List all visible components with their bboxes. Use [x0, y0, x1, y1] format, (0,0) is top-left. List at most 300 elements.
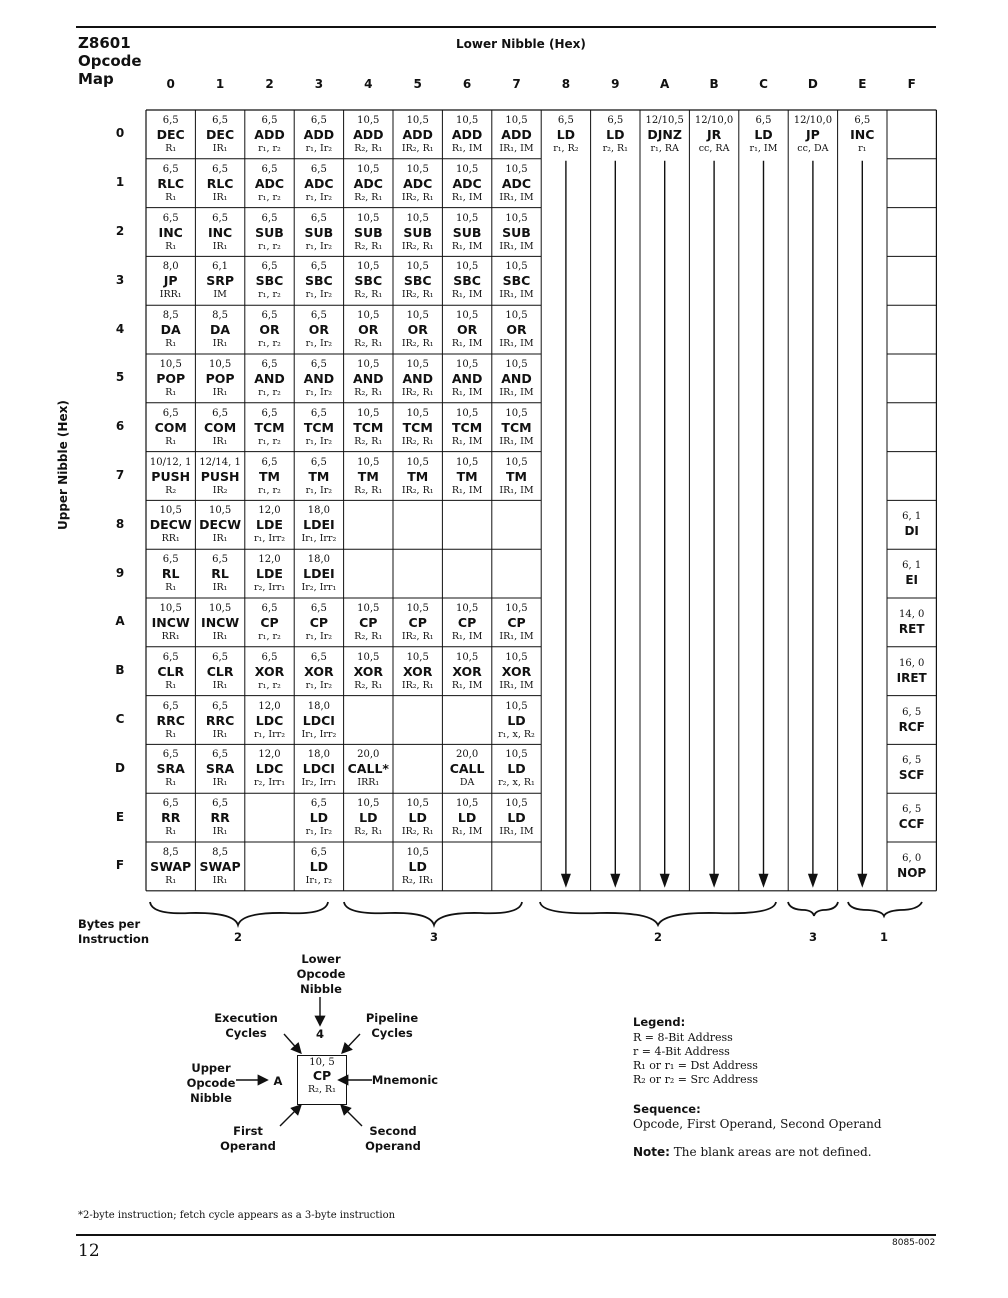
cycles: 6,5 [310, 163, 327, 175]
arrow-second-operand [342, 1106, 362, 1126]
mnemonic: SRA [156, 761, 185, 777]
operands: R₁ [165, 679, 177, 691]
mnemonic: DA [210, 322, 231, 338]
operands: Ir₂, Irr₁ [301, 582, 337, 594]
column-header: 1 [215, 77, 225, 91]
cycles: 10,5 [455, 456, 479, 468]
mnemonic: DECW [199, 517, 242, 533]
mnemonic: CP [260, 615, 279, 630]
operands: IR₂, R₁ [401, 338, 434, 350]
operands: r₁, Ir₂ [305, 631, 333, 642]
cycles: 10,5 [455, 651, 479, 663]
cycles: 10,5 [455, 310, 479, 322]
operands: RR₁ [161, 631, 180, 642]
mnemonic: LD [408, 810, 427, 826]
operands: r₁, r₂ [258, 387, 281, 398]
operands: R₂, R₁ [354, 484, 383, 496]
diagram-lower-value: 4 [315, 1027, 324, 1041]
mnemonic: RR [161, 810, 181, 826]
mnemonic: TCM [452, 419, 483, 435]
mnemonic: DECW [149, 517, 192, 533]
cycles: 8,5 [162, 847, 179, 858]
operands: IR₂, R₁ [401, 435, 434, 447]
operands: r₁, R₂ [553, 143, 579, 154]
mnemonic: SCF [898, 768, 925, 783]
cycles: 6,5 [261, 310, 278, 322]
mnemonic: SUB [452, 224, 482, 240]
diagram-text: First [233, 1124, 263, 1138]
mnemonic: DA [160, 322, 181, 338]
cycles: 10,5 [357, 456, 380, 468]
cycles: 8,5 [212, 310, 229, 322]
operands: R₂, R₁ [354, 387, 383, 398]
operands: r₁, RA [650, 143, 679, 154]
operands: IR₂, R₁ [401, 484, 434, 496]
operands: IR₁ [212, 679, 228, 691]
cycles: 10,5 [357, 310, 380, 322]
cycles: 10,5 [357, 359, 380, 370]
mnemonic: RL [161, 566, 180, 582]
operands: Ir₁, Irr₂ [301, 533, 337, 545]
mnemonic: DI [904, 524, 919, 539]
operands: R₂, R₁ [354, 240, 383, 252]
mnemonic: ADC [452, 175, 482, 191]
cycles: 10/12, 1 [149, 456, 192, 468]
mnemonic: RR [210, 810, 230, 826]
cycles: 6,5 [261, 115, 278, 126]
mnemonic: AND [353, 371, 384, 386]
operands: R₂, R₁ [354, 435, 383, 447]
operands: IR₂, R₁ [401, 240, 434, 252]
mnemonic: TCM [303, 419, 334, 435]
row-header: 7 [115, 468, 125, 482]
operands: R₂, R₁ [354, 679, 383, 691]
operands: IRR₁ [357, 777, 380, 789]
mnemonic: CALL [449, 761, 485, 777]
mnemonic: SUB [353, 224, 383, 240]
cycles: 18,0 [307, 700, 331, 712]
cycles: 12,0 [258, 554, 281, 566]
cycles: 6,5 [162, 115, 179, 126]
mnemonic: LDCI [302, 712, 335, 728]
cycles: 6,5 [607, 115, 624, 126]
row-header: 6 [115, 419, 125, 434]
cycles: 6,1 [212, 261, 229, 273]
operands: r₁, Irr₂ [253, 728, 286, 740]
legend [633, 1015, 758, 1087]
row-header: 5 [115, 370, 125, 385]
operands: IR₁, IM [499, 435, 534, 447]
operands: r₂, R₁ [602, 143, 628, 154]
mnemonic: CP [408, 615, 427, 630]
mnemonic: RLC [157, 175, 185, 191]
sequence-title: Sequence: [633, 1102, 701, 1116]
mnemonic: ADC [403, 175, 433, 191]
mnemonic: ADC [254, 175, 285, 191]
cycles: 10,5 [208, 359, 232, 370]
cycles: 10,5 [406, 261, 429, 273]
column-header: 7 [512, 77, 521, 91]
mnemonic: AND [501, 371, 532, 386]
mnemonic: TCM [402, 419, 433, 435]
operands: IR₁, IM [499, 289, 534, 301]
mnemonic: ADC [501, 175, 532, 191]
arrow-pipeline [343, 1034, 360, 1052]
operands: r₁, Ir₂ [305, 679, 333, 691]
operands: r₁, r₂ [258, 240, 281, 252]
cycles: 10,5 [505, 115, 528, 126]
diagram-mnemonic-label: Mnemonic [371, 1073, 439, 1087]
bytes-group-1: 1 [879, 930, 888, 944]
cycles: 6,5 [310, 407, 327, 419]
diagram-text: Cycles [371, 1026, 413, 1040]
cycles: 12/14, 1 [199, 456, 241, 468]
operands: Ir₁, r₂ [305, 875, 333, 886]
operands: R₁ [165, 387, 177, 398]
mnemonic: ADD [451, 127, 483, 142]
diagram-text: Operand [220, 1139, 276, 1153]
operands: R₁, IM [451, 191, 483, 203]
mnemonic: INC [158, 224, 183, 240]
cycles: 6, 1 [902, 560, 922, 572]
title-line: Opcode [78, 52, 142, 70]
cycles: 6,5 [557, 115, 574, 126]
cycles: 12,0 [258, 700, 281, 712]
lower-nibble-header: Lower Nibble (Hex) [456, 37, 586, 51]
operands: IM [213, 289, 227, 301]
operands: r₁, Ir₂ [305, 143, 333, 154]
mnemonic: SBC [453, 273, 481, 289]
cycles: 6,5 [212, 407, 229, 419]
mnemonic: ADD [353, 127, 384, 142]
operands: IRR₁ [159, 289, 182, 301]
row-header: A [115, 614, 125, 629]
column-header: E [858, 77, 867, 91]
cycles: 10,5 [505, 603, 528, 614]
mnemonic: XOR [501, 663, 532, 679]
mnemonic: TM [407, 468, 429, 484]
cycles: 10,5 [357, 798, 380, 810]
column-header: 2 [265, 77, 274, 91]
diagram-text: Opcode [296, 967, 346, 981]
cycles: 20,0 [357, 749, 380, 761]
mnemonic: LDC [255, 761, 284, 777]
operands: R₁ [165, 435, 177, 447]
operands: R₁ [165, 777, 177, 789]
mnemonic: CLR [157, 663, 185, 679]
cycles: 6,5 [261, 651, 278, 663]
mnemonic: INCW [201, 615, 240, 630]
operands: IR₁ [212, 387, 228, 398]
cycles: 10,5 [159, 603, 182, 614]
mnemonic: CP [359, 615, 378, 630]
cycles: 10,5 [159, 359, 182, 370]
mnemonic: LDEI [303, 566, 335, 582]
cycles: 10,5 [406, 212, 429, 224]
cycles: 6,5 [212, 651, 229, 663]
operands: IR₁, IM [499, 338, 534, 350]
operands: r₁, Ir₂ [305, 289, 333, 301]
mnemonic: PUSH [151, 468, 191, 484]
cycles: 6,5 [310, 310, 327, 322]
cycles: 10,5 [505, 407, 528, 419]
operands: r₁, Ir₂ [305, 484, 333, 496]
mnemonic: ADC [304, 175, 334, 191]
mnemonic: JP [805, 127, 820, 142]
mnemonic: PUSH [200, 468, 240, 484]
row-header: B [115, 663, 125, 678]
cycles: 10,5 [406, 847, 429, 858]
mnemonic: DEC [206, 127, 235, 142]
cycles: 6,5 [310, 115, 327, 126]
mnemonic: SUB [403, 224, 433, 240]
cycles: 6,5 [162, 700, 179, 712]
cycles: 10,5 [455, 261, 479, 273]
cycles: 20,0 [455, 749, 479, 761]
operands: IR₁ [212, 533, 228, 545]
operands: Ir₁, Irr₂ [301, 728, 337, 740]
mnemonic: POP [205, 371, 235, 386]
row-header: C [115, 712, 125, 726]
cycles: 6,5 [261, 261, 278, 273]
operands: r₁, Ir₂ [305, 387, 333, 398]
cycles: 10,5 [406, 798, 429, 810]
cycles: 10,5 [159, 505, 182, 517]
mnemonic: CP [457, 615, 477, 630]
operands: cc, DA [797, 143, 829, 154]
operands: IR₁ [212, 240, 228, 252]
cycles: 6,5 [310, 651, 327, 663]
upper-nibble-label: Upper Nibble (Hex) [56, 400, 70, 530]
mnemonic: LDE [256, 517, 283, 533]
mnemonic: IRET [896, 670, 927, 685]
cycles: 10,5 [208, 505, 232, 517]
mnemonic: ADD [303, 127, 335, 142]
cycles: 10,5 [455, 603, 479, 614]
note-title: Note: [633, 1145, 670, 1159]
operands: r₁, r₂ [258, 191, 281, 203]
cycles: 10,5 [505, 163, 528, 175]
mnemonic: INC [207, 224, 233, 240]
operands: Ir₂, Irr₁ [301, 777, 337, 789]
cycles: 6, 1 [902, 511, 922, 523]
mnemonic: ADC [353, 175, 383, 191]
cycles: 6, 5 [902, 755, 922, 767]
mnemonic: LDEI [303, 517, 335, 533]
cycles: 10,5 [505, 261, 528, 273]
operands: IR₂ [212, 484, 228, 496]
cycles: 10,5 [357, 261, 380, 273]
mnemonic: TM [259, 468, 280, 484]
cycles: 10,5 [357, 115, 380, 126]
mnemonic: LD [606, 127, 625, 142]
operands: r₁, IM [749, 143, 778, 154]
mnemonic: SUB [255, 224, 284, 240]
mnemonic: LD [457, 810, 477, 826]
cycles: 6,5 [162, 163, 179, 175]
mnemonic: ADD [402, 127, 433, 142]
mnemonic: RET [898, 622, 925, 636]
legend-line: r = 4-Bit Address [633, 1045, 730, 1058]
mnemonic: LD [754, 127, 773, 142]
cycles: 10,5 [505, 700, 528, 712]
column-header: 5 [413, 77, 422, 91]
row-header: F [115, 858, 125, 873]
mnemonic: JP [163, 273, 178, 289]
cycles: 10,5 [505, 651, 528, 663]
cycles: 8,5 [212, 847, 229, 858]
bytes-group-3b: 3 [808, 930, 817, 944]
operands: R₁ [165, 240, 177, 252]
cycles: 6,5 [212, 115, 229, 126]
mnemonic: LDE [256, 566, 283, 582]
mnemonic: SWAP [150, 859, 192, 874]
mnemonic: TM [357, 468, 379, 484]
mnemonic: COM [154, 419, 187, 435]
mnemonic: XOR [353, 663, 384, 679]
operands: IR₁ [212, 728, 228, 740]
cycles: 10,5 [406, 310, 429, 322]
cycles: 10,5 [357, 163, 380, 175]
column-header: 3 [314, 77, 324, 91]
column-header: C [759, 77, 768, 91]
operands: r₁, r₂ [258, 435, 281, 447]
mnemonic: OR [456, 322, 478, 338]
mnemonic: SBC [354, 273, 383, 289]
mnemonic: SRA [205, 761, 235, 777]
legend-title: Legend: [633, 1015, 686, 1029]
cycles: 6,5 [310, 359, 327, 370]
document-number: 8085-002 [892, 1238, 936, 1248]
title-line: Z8601 [78, 34, 131, 52]
operands: IR₂, R₁ [401, 191, 434, 203]
column-header: A [660, 77, 670, 91]
operands: IR₁, IM [499, 631, 534, 642]
operands: R₁, IM [451, 631, 483, 642]
mnemonic: CLR [206, 663, 234, 679]
cycles: 10,5 [455, 798, 479, 810]
mnemonic: OR [506, 322, 527, 338]
row-header: 3 [115, 272, 125, 287]
operands: IR₁, IM [499, 679, 534, 691]
cycles: 6,5 [310, 798, 327, 810]
cycles: 6,5 [261, 212, 278, 224]
diagram-text: Execution [214, 1011, 278, 1025]
cycles: 6,5 [212, 798, 229, 810]
cycles: 6,5 [212, 212, 229, 224]
diagram-box-mnemonic: CP [312, 1068, 332, 1083]
cycles: 10,5 [406, 456, 429, 468]
mnemonic: RRC [156, 712, 185, 728]
mnemonic: RCF [898, 719, 925, 734]
cycles: 6,5 [162, 407, 179, 419]
mnemonic: TCM [254, 419, 285, 435]
cycles: 6,5 [212, 163, 229, 175]
cycles: 10,5 [357, 407, 380, 419]
mnemonic: TM [506, 468, 527, 484]
cycles: 10,5 [357, 651, 380, 663]
cycles: 6,5 [854, 115, 871, 126]
mnemonic: SWAP [199, 859, 241, 874]
sequence-text: Opcode, First Operand, Second Operand [633, 1117, 882, 1131]
legend-line: R₁ or r₁ = Dst Address [633, 1059, 758, 1072]
cycles: 10,5 [455, 212, 479, 224]
mnemonic: LD [507, 810, 526, 826]
mnemonic: OR [308, 322, 330, 338]
cycles: 10,5 [455, 359, 479, 370]
operands: R₁ [165, 143, 177, 154]
operands: RR₁ [161, 533, 180, 545]
diagram-text: Operand [365, 1139, 421, 1153]
diagram-text: Nibble [300, 982, 342, 996]
cycles: 18,0 [307, 505, 331, 517]
legend-line: R₂ or r₂ = Src Address [633, 1073, 758, 1086]
cycles: 12/10,5 [645, 115, 684, 126]
operands: IR₁ [212, 338, 228, 350]
mnemonic: TCM [353, 419, 384, 435]
operands: R₂ [165, 484, 177, 496]
operands: IR₂, R₁ [401, 679, 434, 691]
operands: IR₂, R₁ [401, 289, 434, 301]
title-line: Map [78, 70, 114, 88]
cycles: 18,0 [307, 554, 331, 566]
mnemonic: TM [308, 468, 330, 484]
operands: R₁ [165, 338, 177, 350]
bytes-group-2: 2 [233, 930, 242, 944]
cycles: 10,5 [406, 651, 429, 663]
cycles: 12/10,0 [793, 115, 833, 126]
cycles: 6,5 [261, 456, 278, 468]
mnemonic: SBC [403, 273, 432, 289]
operands: r₁, Ir₂ [305, 338, 333, 350]
note [633, 1145, 872, 1159]
operands: IR₁, IM [499, 191, 534, 203]
row-header: E [115, 809, 125, 824]
operands: r₁, x, R₂ [498, 728, 535, 740]
operands: R₁ [165, 875, 177, 886]
operands: R₁ [165, 826, 177, 838]
operands: R₁ [165, 728, 177, 740]
cycles: 10,5 [455, 115, 479, 126]
operands: R₁, IM [451, 143, 483, 154]
operands: r₁, r₂ [258, 679, 281, 691]
mnemonic: SBC [255, 273, 284, 289]
column-header: 8 [561, 77, 571, 91]
diagram-upper-value: A [273, 1074, 283, 1088]
cycles: 16, 0 [898, 657, 925, 669]
diagram-box-cycles: 10, 5 [309, 1057, 335, 1068]
mnemonic: SBC [305, 273, 333, 289]
operands: R₁ [165, 191, 177, 203]
operands: R₁, IM [451, 826, 483, 838]
mnemonic: DEC [156, 127, 185, 142]
cycles: 12,0 [258, 749, 281, 761]
operands: r₁, r₂ [258, 143, 281, 154]
sequence [633, 1102, 882, 1132]
mnemonic: RLC [206, 175, 234, 191]
mnemonic: LD [359, 810, 378, 826]
cycles: 6,5 [162, 749, 179, 761]
bytes-label-line: Instruction [78, 932, 150, 946]
operands: IR₁ [212, 143, 228, 154]
bytes-label-line: Bytes per [78, 917, 141, 931]
cycles: 8,0 [162, 261, 179, 273]
cycles: 10,5 [357, 212, 380, 224]
column-header: B [709, 77, 719, 91]
cycles: 6,5 [212, 554, 229, 566]
cycles: 10,5 [505, 359, 528, 370]
bytes-group-2b: 2 [653, 930, 662, 944]
